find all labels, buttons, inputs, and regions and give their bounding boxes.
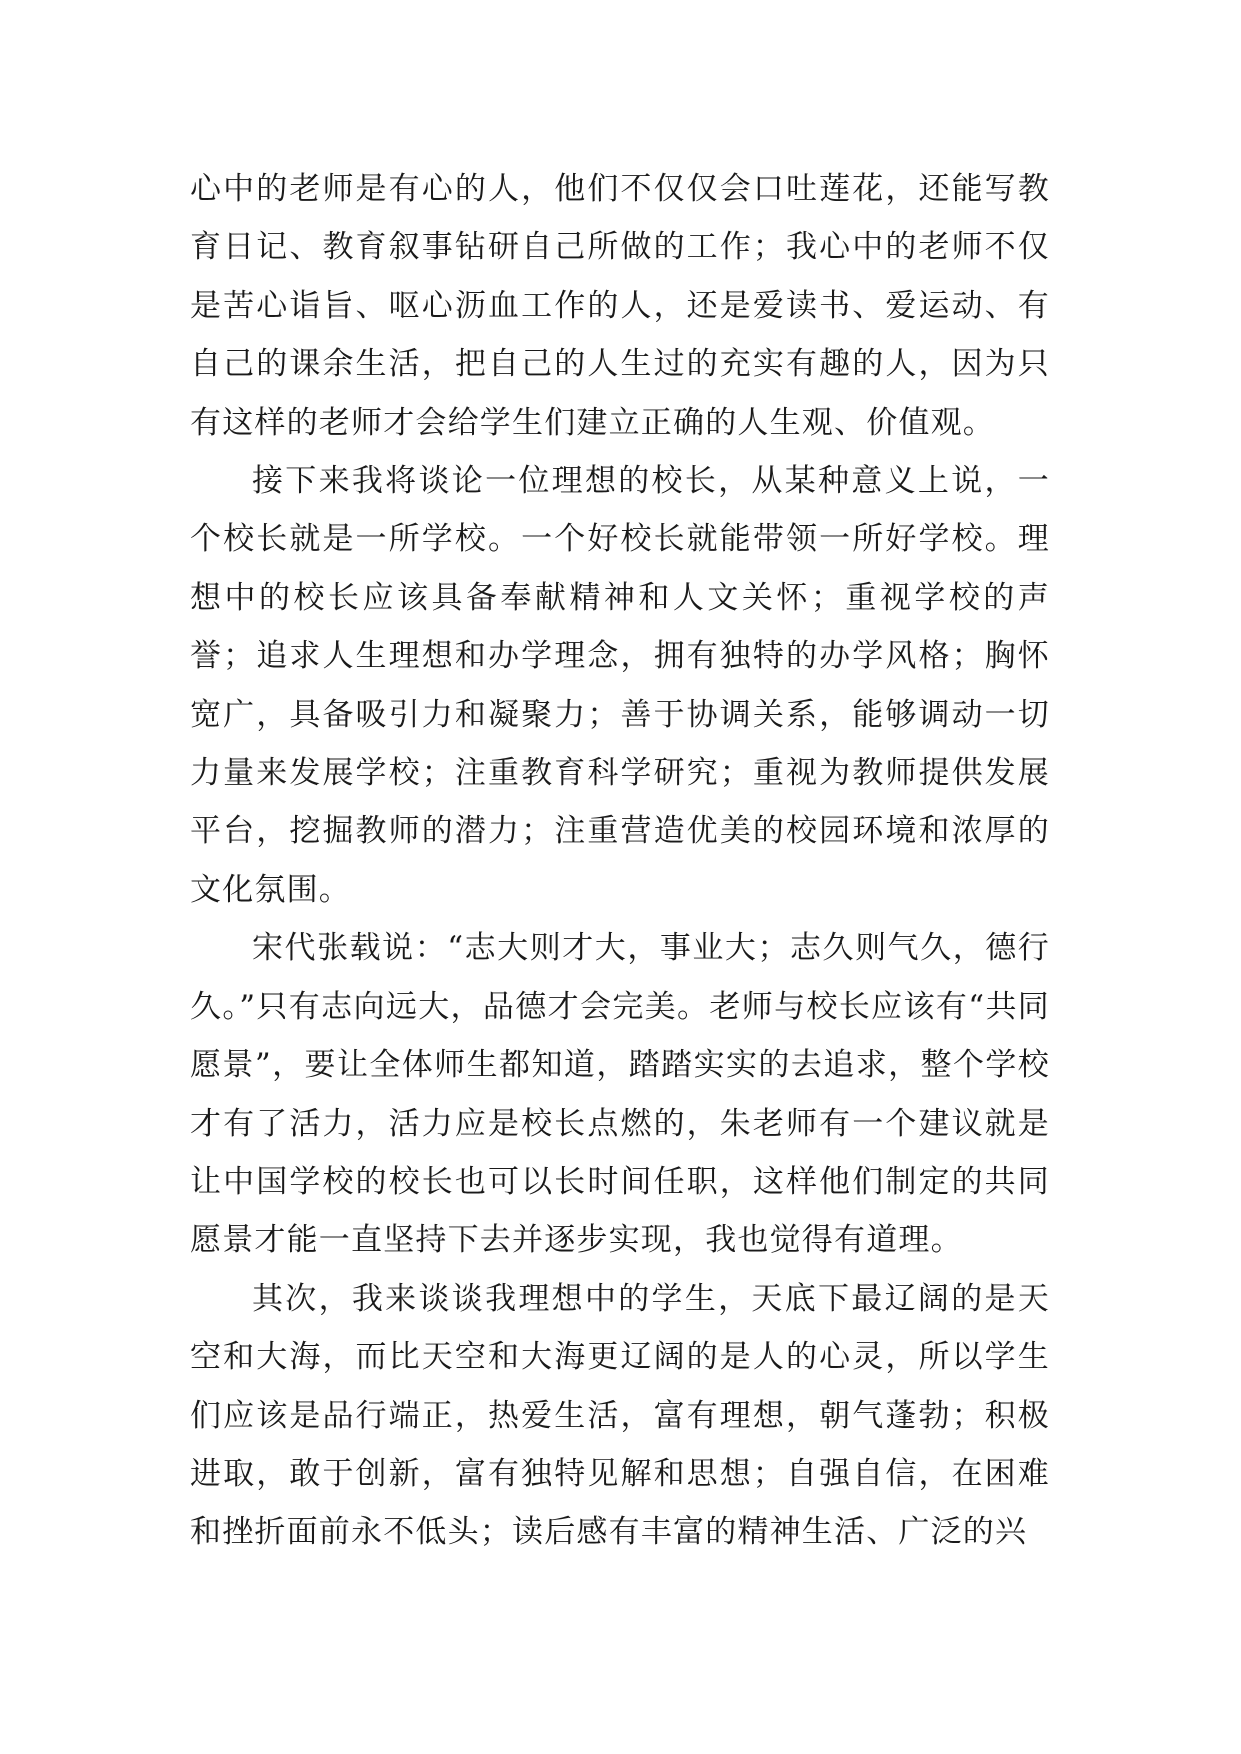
body-text — [190, 160, 1050, 1562]
paragraph-student: 其次，我来谈谈我理想中的学生，天底下最辽阔的是天空和大海，而比天空和大海更辽阔的是人的心灵，所以学生们应该是品行端正，热爱生活，富有理想，朝气蓬勃；积极进取，敢于创新，富有独特见解和思想；自强自信，在困难和挫折面前永不低头；读后感有丰富的精神生活、广泛的兴 — [190, 1280, 1050, 1551]
paragraph-teacher: 心中的老师是有心的人，他们不仅仅会口吐莲花，还能写教育日记、教育叙事钻研自己所做的工作；我心中的老师不仅是苦心诣旨、呕心沥血工作的人，还是爱读书、爱运动、有自己的课余生活，把自己的人生过的充实有趣的人，因为只有这样的老师才会给学生们建立正确的人生观、价值观。 — [190, 171, 1050, 441]
paragraph-shared-vision: 宋代张载说：“志大则才大，事业大；志久则气久，德行久。”只有志向远大，品德才会完美。老师与校长应该有“共同愿景”，要让全体师生都知道，踏踏实实的去追求，整个学校才有了活力，活力应是校长点燃的，朱老师有一个建议就是让中国学校的校长也可以长时间任职，这样他们制定的共同愿景才能一直坚持下去并逐步实现，我也觉得有道理。 — [190, 930, 1050, 1259]
paragraph-principal: 接下来我将谈论一位理想的校长，从某种意义上说，一个校长就是一所学校。一个好校长就能带领一所好学校。理想中的校长应该具备奉献精神和人文关怀；重视学校的声誉；追求人生理想和办学理念，拥有独特的办学风格；胸怀宽广，具备吸引力和凝聚力；善于协调关系，能够调动一切力量来发展学校；注重教育科学研究；重视为教师提供发展平台，挖掘教师的潜力；注重营造优美的校园环境和浓厚的文化氛围。 — [190, 463, 1050, 908]
